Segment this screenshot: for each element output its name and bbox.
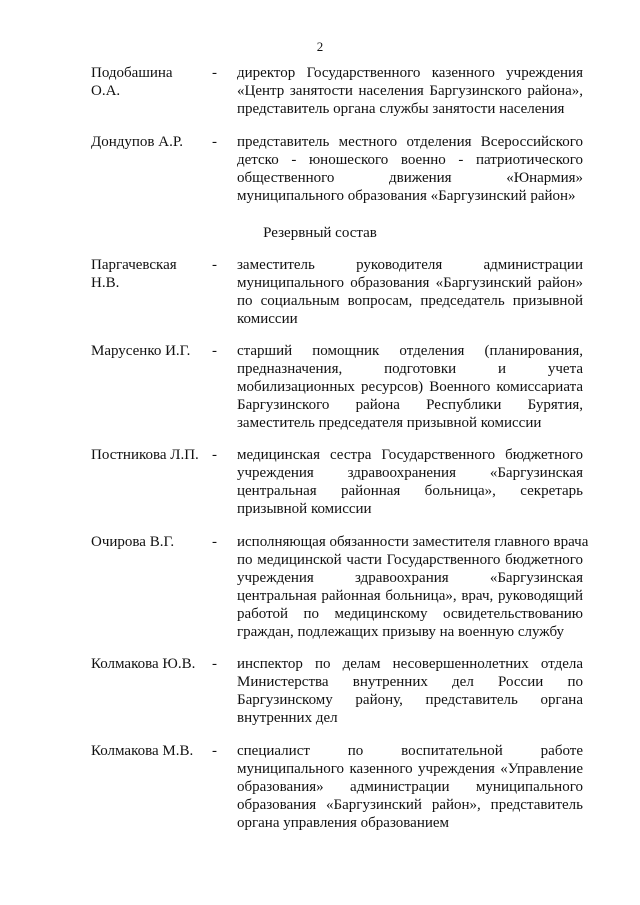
member-role-line: заместитель председателя призывной комиссии (237, 415, 542, 431)
member-role-line: специалист по воспитательной работе (237, 743, 583, 759)
member-role-line: комиссии (237, 311, 298, 327)
member-role-line: работой по медицинскому освидетельствованию (237, 606, 583, 622)
member-name-line: Н.В. (91, 275, 120, 291)
member-name (91, 446, 209, 464)
member-name-line: О.А. (91, 83, 121, 99)
member-role-line: Баргузинскому району, представитель органа (237, 692, 583, 708)
member-name (91, 655, 209, 673)
entry-dash: - (212, 743, 217, 759)
member-role-line: образования «Баргузинский район», представитель (237, 797, 583, 813)
member-name-line: Паргачевская (91, 257, 177, 273)
member-role-line: общественного движения «Юнармия» (237, 170, 583, 186)
member-role-line: директор Государственного казенного учреждения (237, 65, 583, 81)
member-role-line: заместитель руководителя администрации (237, 257, 583, 273)
page-number: 2 (316, 39, 324, 54)
member-name (91, 742, 209, 760)
member-name (91, 133, 209, 151)
member-role-line: медицинская сестра Государственного бюджетного (237, 447, 583, 463)
member-role-line: по социальным вопросам, председатель призывной (237, 293, 583, 309)
member-role (237, 133, 583, 205)
member-role-line: органа управления образованием (237, 815, 450, 831)
member-role (237, 655, 583, 727)
member-name (91, 533, 209, 551)
member-role-line: центральная районная больница», врач, руководящий (237, 588, 583, 604)
member-name-line: Марусенко И.Г. (91, 343, 191, 359)
member-role-line: муниципального образования «Баргузинский район» (237, 275, 583, 291)
member-role-line: муниципального казенного учреждения «Управление (237, 761, 583, 777)
member-role-line: образования» администрации муниципального (237, 779, 583, 795)
member-role (237, 64, 583, 118)
member-name (91, 342, 209, 360)
member-role-line: Баргузинского района Республики Бурятия, (237, 397, 583, 413)
member-name-line: Очирова В.Г. (91, 534, 175, 550)
member-role-line: Министерства внутренних дел России по (237, 674, 583, 690)
member-role-line: представитель органа службы занятости населения (237, 101, 565, 117)
member-role (237, 446, 583, 518)
member-role-line: исполняющая обязанности заместителя главного врача (237, 534, 589, 550)
member-role-line: мобилизационных ресурсов) Военного комиссариата (237, 379, 583, 395)
member-role (237, 256, 583, 328)
entry-dash: - (212, 134, 217, 150)
member-name-line: Постникова Л.П. (91, 447, 199, 463)
member-name (91, 256, 209, 292)
entry-dash: - (212, 656, 217, 672)
member-role-line: по медицинской части Государственного бюджетного (237, 552, 583, 568)
member-name-line: Подобашина (91, 65, 173, 81)
member-name-line: Колмакова М.В. (91, 743, 194, 759)
member-role-line: центральная районная больница», секретарь (237, 483, 583, 499)
entry-dash: - (212, 534, 217, 550)
member-role (237, 533, 589, 641)
section-title: Резервный состав (263, 225, 377, 241)
entry-dash: - (212, 65, 217, 81)
member-role-line: старший помощник отделения (планирования, (237, 343, 583, 359)
member-role-line: муниципального образования «Баргузинский район» (237, 188, 576, 204)
entry-dash: - (212, 343, 217, 359)
member-name (91, 64, 209, 100)
member-role-line: граждан, подлежащих призыву на военную службу (237, 624, 565, 640)
entry-dash: - (212, 447, 217, 463)
member-role-line: призывной комиссии (237, 501, 372, 517)
member-name-line: Колмакова Ю.В. (91, 656, 196, 672)
member-name-line: Дондупов А.Р. (91, 134, 184, 150)
member-role-line: представитель местного отделения Всероссийского (237, 134, 583, 150)
entry-dash: - (212, 257, 217, 273)
member-role-line: внутренних дел (237, 710, 338, 726)
member-role-line: «Центр занятости населения Баргузинского района», (237, 83, 583, 99)
member-role (237, 742, 583, 832)
member-role-line: предназначения, подготовки и учета (237, 361, 583, 377)
member-role-line: учреждения здравоохранения «Баргузинская (237, 465, 583, 481)
member-role (237, 342, 583, 432)
member-role-line: инспектор по делам несовершеннолетних отдела (237, 656, 583, 672)
member-role-line: детско - юношеского военно - патриотического (237, 152, 583, 168)
member-role-line: учреждения здравоохрания «Баргузинская (237, 570, 583, 586)
